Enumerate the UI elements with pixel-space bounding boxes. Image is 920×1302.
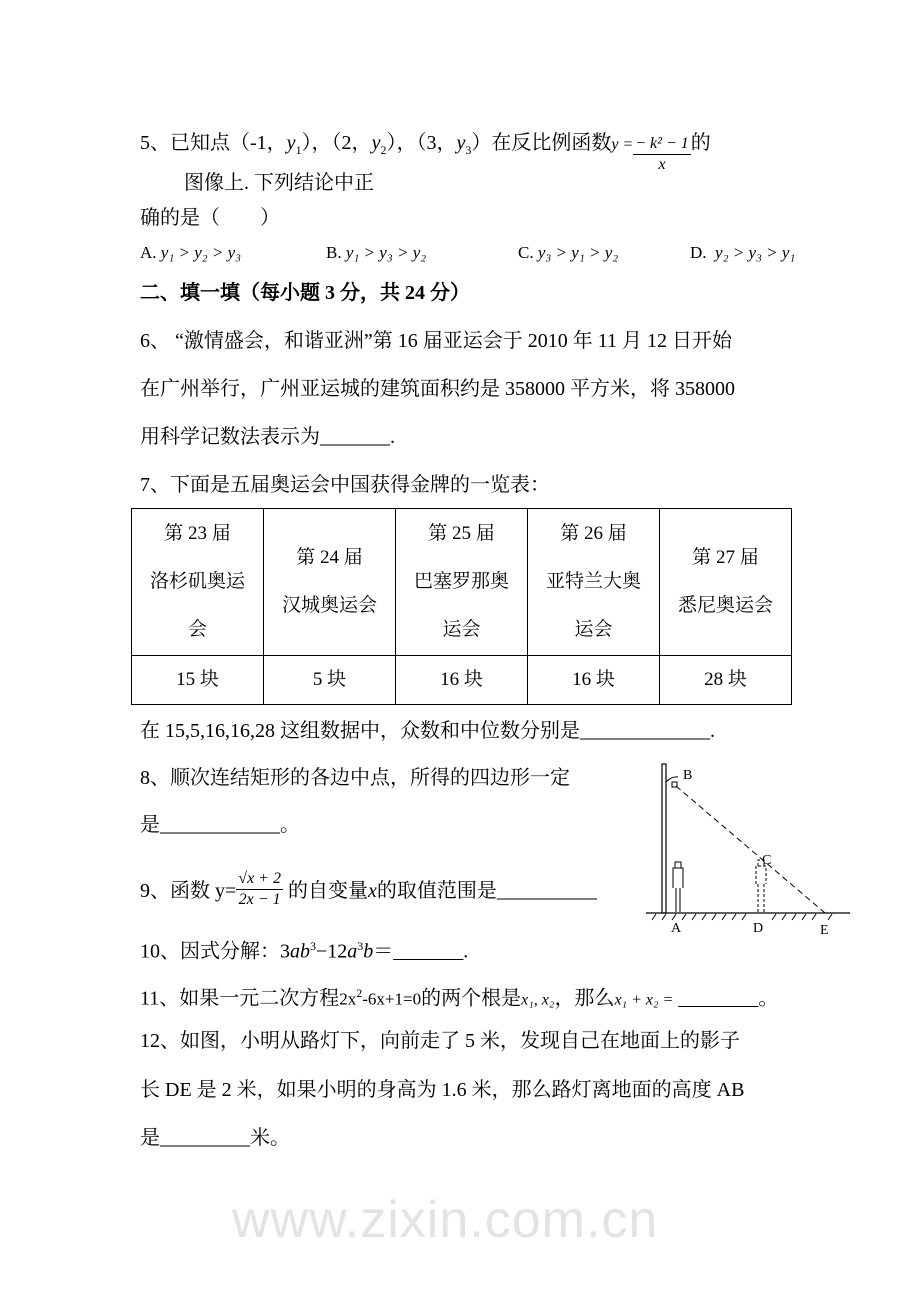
section-title: 二、填一填（每小题 3 分，共 24 分） (140, 282, 470, 304)
exp: 2 (356, 986, 363, 1000)
numerator: − k² − 1 (633, 134, 691, 155)
label-e: E (820, 923, 829, 938)
equation: -6x+1=0 (362, 989, 422, 1009)
q11 (140, 980, 778, 1014)
option-expr: y₂ > y₃ > y₁ (715, 243, 796, 262)
q5-text: 的 (690, 132, 711, 155)
label-b: B (683, 768, 693, 783)
option-expr: y₁ > y₂ > y₃ (160, 243, 242, 262)
option-expr: y₃ > y₁ > y₂ (537, 243, 619, 262)
option-expr: y₁ > y₃ > y₂ (345, 243, 427, 262)
q7-intro: 7、下面是五届奥运会中国获得金牌的一览表： (140, 474, 550, 496)
q8-line1: 8、顺次连结矩形的各边中点，所得的四边形一定 (140, 767, 570, 789)
exp: 3 (357, 939, 364, 953)
table-row (132, 656, 792, 705)
q11-text: 11、如果一元二次方程 (140, 987, 340, 1010)
table-header-cell (396, 509, 528, 656)
term: ab (290, 940, 310, 963)
label-c: C (762, 853, 772, 868)
q11-text: ，那么 (554, 987, 615, 1010)
numerator: √x + 2 (236, 869, 283, 890)
denominator: 2x − 1 (238, 891, 281, 908)
q10-text: 10、因式分解：3 (140, 940, 290, 963)
formula-lhs: y = (611, 136, 634, 154)
q5-line2: 图像上. 下列结论中正 (184, 172, 374, 194)
table-header-cell (132, 509, 264, 656)
option-label: A. (140, 243, 157, 262)
q12-line1: 12、如图，小明从路灯下，向前走了 5 米，发现自己在地面上的影子 (140, 1030, 740, 1052)
option-a[interactable] (140, 240, 241, 266)
variable: x (367, 880, 377, 903)
table-cell: 16 块 (396, 656, 528, 705)
cell-text: 洛杉矶奥运 (149, 571, 245, 592)
option-label: D. (690, 243, 707, 262)
q12-line3: 是_________米。 (140, 1127, 290, 1149)
label-d: D (753, 921, 764, 936)
ground-hatching (652, 914, 832, 920)
q10 (140, 933, 468, 965)
cell-text: 第 26 届 (560, 523, 627, 544)
light-ray-line (676, 786, 825, 913)
q5-text: ）在反比例函数 (471, 132, 612, 155)
q9-fraction (236, 869, 283, 910)
sum: x₁ + x₂ = (614, 991, 674, 1009)
roots: x₁, x₂ (521, 991, 555, 1009)
lamp-arm (666, 777, 678, 782)
table-row (132, 509, 792, 656)
q8-line2: 是____________。 (140, 814, 300, 836)
y2: y (371, 132, 381, 155)
q5-text: ），（2， (301, 132, 372, 155)
sub: 3 (465, 143, 472, 158)
q11-text: ________。 (673, 987, 779, 1010)
table-cell: 15 块 (132, 656, 264, 705)
label-a: A (671, 921, 682, 936)
q6-line1: 6、 “激情盛会，和谐亚洲”第 16 届亚运会于 2010 年 11 月 12 日开始 (140, 330, 733, 352)
q10-text: −12 (316, 940, 348, 963)
q5-text: ），（3， (386, 132, 457, 155)
q9-text: 的取值范围是__________ (376, 880, 597, 903)
q11-text: 的两个根是 (421, 987, 522, 1010)
equation: 2x (339, 989, 357, 1009)
y1: y (286, 132, 296, 155)
denominator: x (658, 156, 666, 173)
q9-text: 9、函数 y= (140, 880, 237, 903)
gold-medal-table (131, 508, 792, 705)
cell-text: 汉城奥运会 (281, 595, 377, 616)
cell-text: 第 27 届 (692, 547, 759, 568)
cell-text: 悉尼奥运会 (677, 595, 773, 616)
y3: y (456, 132, 466, 155)
cell-text: 巴塞罗那奥 (413, 571, 509, 592)
table-cell: 5 块 (264, 656, 396, 705)
cell-text: 第 25 届 (428, 523, 495, 544)
option-d[interactable] (690, 240, 795, 266)
q9 (140, 872, 597, 913)
formula-fraction (633, 134, 691, 175)
q5-line3: 确的是（ ） (140, 207, 280, 229)
q5-text: 5、已知点（-1， (140, 132, 287, 155)
q12-line2: 长 DE 是 2 米，如果小明的身高为 1.6 米，那么路灯离地面的高度 AB (140, 1079, 745, 1101)
option-label: C. (518, 243, 534, 262)
q9-text: 的自变量 (287, 880, 368, 903)
q10-text: ＝_______. (373, 940, 469, 963)
table-cell: 28 块 (660, 656, 792, 705)
sub: 2 (380, 143, 387, 158)
table-header-cell (264, 509, 396, 656)
exp: 3 (310, 939, 316, 953)
option-b[interactable] (326, 240, 426, 266)
street-lamp-figure (640, 760, 860, 940)
q6-line2: 在广州举行，广州亚运城的建筑面积约是 358000 平方米，将 358000 (140, 378, 735, 400)
cell-text: 运会 (442, 619, 481, 640)
table-header-cell (528, 509, 660, 656)
option-label: B. (326, 243, 342, 262)
term: b (363, 940, 374, 963)
cell-text: 第 23 届 (164, 523, 231, 544)
q6-line3: 用科学记数法表示为_______. (140, 426, 395, 448)
cell-text: 会 (187, 619, 207, 640)
option-c[interactable] (518, 240, 618, 266)
cell-text: 亚特兰大奥 (545, 571, 641, 592)
person-at-lamp-icon (673, 862, 683, 912)
sub: 1 (295, 143, 302, 158)
term: a (347, 940, 358, 963)
lamp-post (662, 764, 666, 913)
table-header-cell (660, 509, 792, 656)
q7-question: 在 15,5,16,16,28 这组数据中，众数和中位数分别是_____________. (140, 720, 715, 742)
table-cell: 16 块 (528, 656, 660, 705)
q5-line1 (140, 124, 711, 173)
cell-text: 第 24 届 (296, 547, 363, 568)
watermark: www.zixin.com.cn (232, 1191, 659, 1249)
cell-text: 运会 (574, 619, 613, 640)
